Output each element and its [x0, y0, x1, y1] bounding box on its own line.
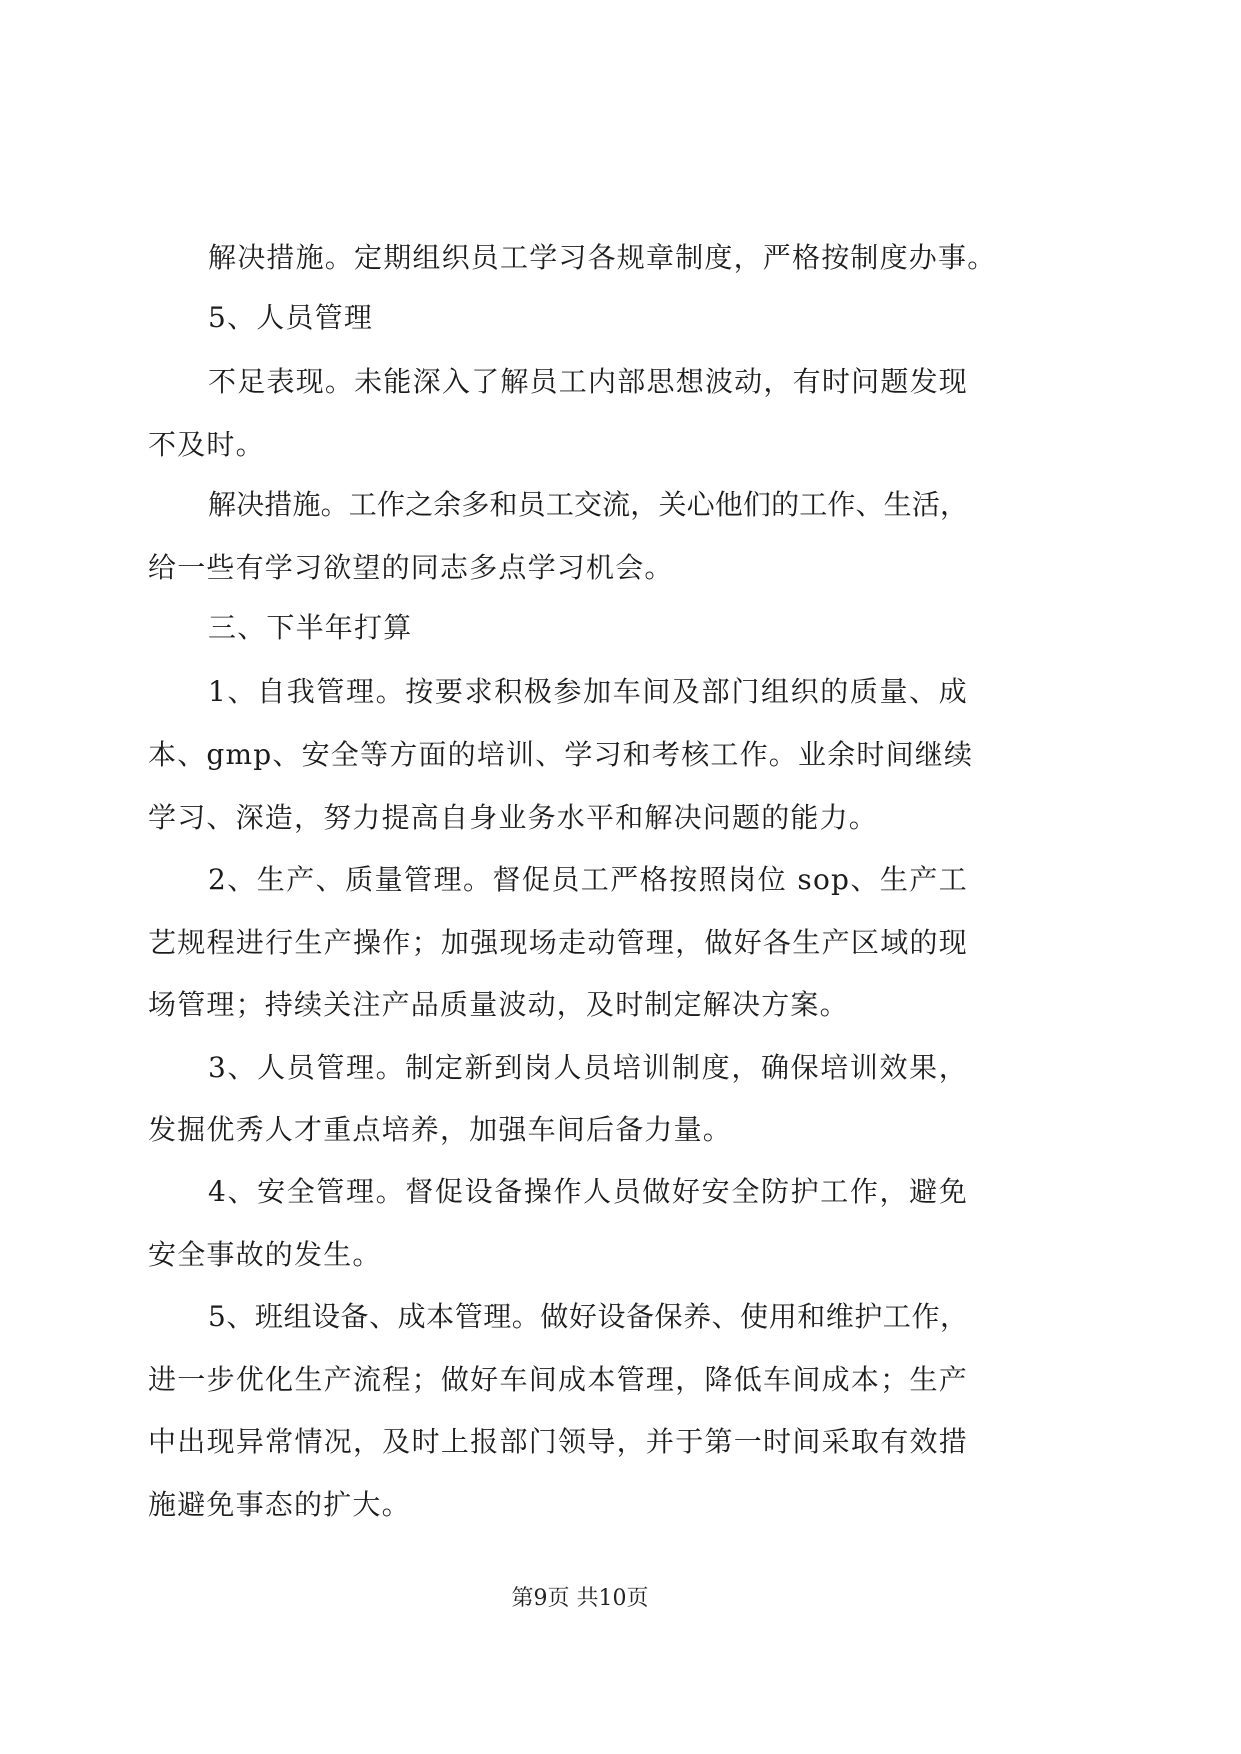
text-line: 3、人员管理。制定新到岗人员培训制度，确保培训效果，: [208, 1051, 968, 1084]
text-line: 不足表现。未能深入了解员工内部思想波动，有时问题发现: [208, 365, 968, 398]
text-line: 1、自我管理。按要求积极参加车间及部门组织的质量、成: [208, 675, 968, 708]
subheading-personnel-management: 5、人员管理: [208, 301, 374, 334]
text-line: 发掘优秀人才重点培养，加强车间后备力量。: [148, 1113, 733, 1146]
page-number-footer: 第9页 共10页: [511, 1586, 649, 1611]
text-line: 5、班组设备、成本管理。做好设备保养、使用和维护工作，: [208, 1300, 968, 1333]
text-line: 本、gmp、安全等方面的培训、学习和考核工作。业余时间继续: [148, 738, 974, 771]
text-line: 解决措施。工作之余多和员工交流，关心他们的工作、生活，: [208, 488, 968, 521]
text-line: 场管理；持续关注产品质量波动，及时制定解决方案。: [148, 988, 849, 1021]
text-line: 学习、深造，努力提高自身业务水平和解决问题的能力。: [148, 801, 879, 834]
text-line: 施避免事态的扩大。: [148, 1488, 411, 1521]
text-line: 4、安全管理。督促设备操作人员做好安全防护工作，避免: [208, 1175, 968, 1208]
text-line: 进一步优化生产流程；做好车间成本管理，降低车间成本；生产: [148, 1363, 968, 1396]
text-line: 给一些有学习欲望的同志多点学习机会。: [148, 551, 674, 584]
section-heading: 三、下半年打算: [208, 611, 413, 644]
text-line: 2、生产、质量管理。督促员工严格按照岗位 sop、生产工: [208, 863, 968, 896]
text-line: 安全事故的发生。: [148, 1238, 382, 1271]
text-line: 艺规程进行生产操作；加强现场走动管理，做好各生产区域的现: [148, 926, 968, 959]
text-line: 解决措施。定期组织员工学习各规章制度，严格按制度办事。: [208, 241, 997, 274]
text-line: 不及时。: [148, 428, 265, 461]
text-line: 中出现异常情况，及时上报部门领导，并于第一时间采取有效措: [148, 1425, 968, 1458]
